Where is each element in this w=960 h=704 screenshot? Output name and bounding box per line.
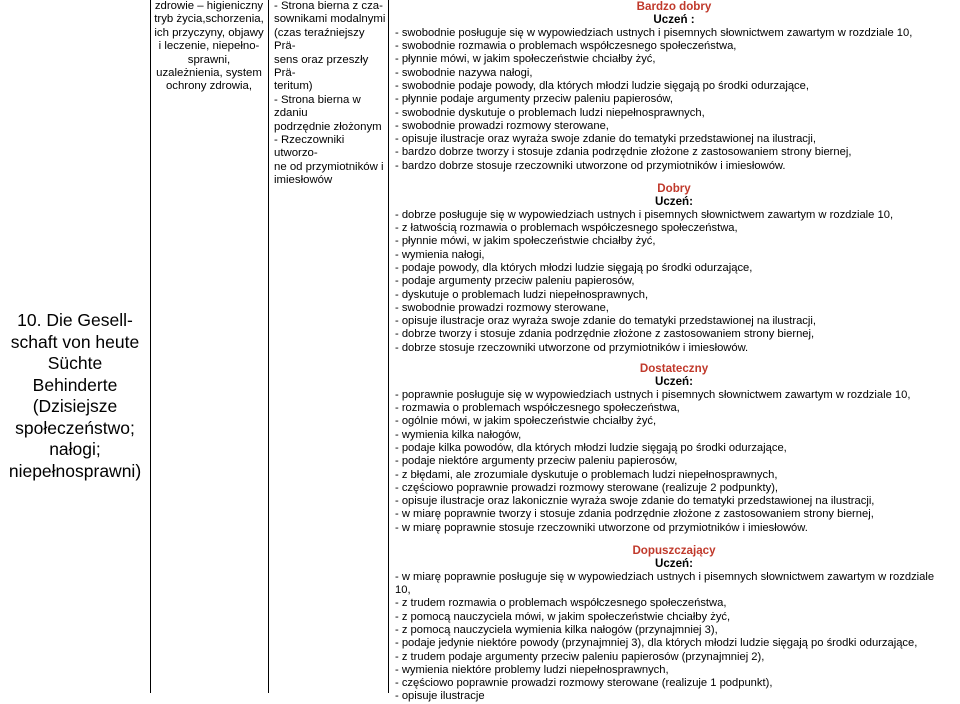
criterion-item: - częściowo poprawnie prowadzi rozmowy sterowane (realizuje 1 podpunkt), — [395, 677, 773, 690]
topic-cell — [0, 0, 150, 693]
criterion-item: - swobodnie dyskutuje o problemach ludzi niepełnosprawnych, — [395, 106, 705, 119]
topic-line: schaft von heute — [10, 331, 140, 352]
criterion-item: - bardzo dobrze stosuje rzeczowniki utworzone od przymiotników i imiesłowów. — [395, 159, 786, 172]
criterion-item: - dobrze tworzy i stosuje zdania podrzędnie złożone z zastosowaniem strony biernej, — [395, 328, 815, 341]
grade-name: Bardzo dobry — [636, 0, 712, 13]
criteria-list — [388, 27, 960, 173]
criterion-item: - wymienia niektóre problemy ludzi niepełnosprawnych, — [395, 663, 669, 676]
criterion-item: - podaje jedynie niektóre powody (przynajmniej 3), dla których młodzi ludzie sięgają po środki odurzające, — [395, 637, 918, 650]
criterion-item: - z łatwością rozmawia o problemach współczesnego społeczeństwa, — [395, 222, 738, 235]
criterion-item: - w miarę poprawnie posługuje się w wypowiedziach ustnych i pisemnych słownictwem zawartym w rozdziale 10, — [395, 570, 935, 597]
criterion-item: - poprawnie posługuje się w wypowiedziach ustnych i pisemnych słownictwem zawartym w rozdziale 10, — [395, 388, 911, 401]
topic-line: nałogi; — [49, 439, 101, 459]
criterion-item: - swobodnie prowadzi rozmowy sterowane, — [395, 119, 609, 132]
grade-dopuszczajacy — [388, 544, 960, 704]
column-divider — [150, 0, 151, 693]
criterion-item: - opisuje ilustracje oraz wyraża swoje zdanie do tematyki przedstawionej na ilustracji, — [395, 133, 816, 146]
grade-name: Dostateczny — [639, 362, 709, 375]
topic-line: Behinderte — [32, 374, 118, 395]
grade-dostateczny — [388, 362, 960, 535]
criterion-item: - płynnie podaje argumenty przeciw paleniu papierosów, — [395, 93, 673, 106]
criteria-list — [388, 209, 960, 355]
criterion-item: - w miarę poprawnie stosuje rzeczowniki utworzone od przymiotników i imiesłowów. — [395, 521, 808, 534]
criterion-item: - swobodnie rozmawia o problemach współczesnego społeczeństwa, — [395, 40, 737, 53]
criteria-list — [388, 389, 960, 535]
criterion-item: - swobodnie nazywa nałogi, — [395, 66, 533, 79]
student-label: Uczeń : — [653, 13, 695, 27]
criterion-item: - opisuje ilustracje — [395, 690, 485, 703]
student-label: Uczeń: — [654, 195, 693, 209]
topic-title — [4, 310, 146, 482]
criterion-item: - dobrze posługuje się w wypowiedziach ustnych i pisemnych słownictwem zawartym w rozdziale 10, — [395, 208, 894, 221]
criterion-item: - rozmawia o problemach współczesnego społeczeństwa, — [395, 402, 680, 415]
criterion-item: - płynnie mówi, w jakim społeczeństwie chciałby żyć, — [395, 235, 656, 248]
grade-bardzo-dobry — [388, 0, 960, 173]
criterion-item: - podaje argumenty przeciw paleniu papierosów, — [395, 275, 635, 288]
criterion-item: - swobodnie posługuje się w wypowiedziach ustnych i pisemnych słownictwem zawartym w rozdziale 10, — [395, 26, 913, 39]
criterion-item: - wymienia kilka nałogów, — [395, 428, 522, 441]
criterion-item: - swobodnie prowadzi rozmowy sterowane, — [395, 301, 609, 314]
criterion-item: - podaje niektóre argumenty przeciw paleniu papierosów, — [395, 455, 678, 468]
topic-line: (Dzisiejsze — [32, 396, 118, 416]
criterion-item: - w miarę poprawnie tworzy i stosuje zdania podrzędnie złożone z zastosowaniem strony biernej, — [395, 508, 874, 521]
requirements-cell — [388, 0, 960, 703]
criterion-item: - ogólnie mówi, w jakim społeczeństwie chciałby żyć, — [395, 415, 657, 428]
criteria-list — [388, 571, 960, 704]
criterion-item: - opisuje ilustracje oraz wyraża swoje zdanie do tematyki przedstawionej na ilustracji, — [395, 315, 816, 328]
criterion-item: - częściowo poprawnie prowadzi rozmowy sterowane (realizuje 2 podpunkty), — [395, 481, 779, 494]
criterion-item: - z trudem podaje argumenty przeciw paleniu papierosów (przynajmniej 2), — [395, 650, 765, 663]
topic-line: Süchte — [47, 353, 103, 373]
topic-line: społeczeństwo; — [15, 417, 135, 438]
criterion-item: - z pomocą nauczyciela wymienia kilka nałogów (przynajmniej 3), — [395, 624, 718, 636]
student-label: Uczeń: — [654, 557, 693, 571]
grade-dobry — [388, 182, 960, 355]
column-divider — [268, 0, 269, 693]
student-label: Uczeń: — [654, 375, 693, 389]
topic-line: niepełnosprawni) — [8, 460, 142, 481]
criterion-item: - podaje powody, dla których młodzi ludzie sięgają po środki odurzające, — [395, 262, 753, 274]
topic-line: 10. Die Gesell- — [17, 310, 133, 330]
criterion-item: - dobrze stosuje rzeczowniki utworzone od przymiotników i imiesłowów. — [395, 341, 749, 354]
criterion-item: - z trudem rozmawia o problemach współczesnego społeczeństwa, — [395, 597, 727, 610]
criterion-item: - swobodnie podaje powody, dla których młodzi ludzie sięgają po środki odurzające, — [395, 80, 809, 92]
criterion-item: - z błędami, ale zrozumiale dyskutuje o problemach ludzi niepełnosprawnych, — [395, 468, 778, 481]
criterion-item: - podaje kilka powodów, dla których młodzi ludzie sięgają po środki odurzające, — [395, 442, 787, 454]
grade-name: Dopuszczający — [632, 544, 716, 557]
grammar-text: - Strona bierna z cza- sownikami modalnymi (czas teraźniejszy Prä- sens oraz przeszły Prä- teritum) - Strona bierna w zdaniu podrzędnie złożonym - Rzeczowniki utworzo- ne od przymiotników i imiesłowów — [274, 0, 386, 187]
criterion-item: - bardzo dobrze tworzy i stosuje zdania podrzędnie złożone z zastosowaniem strony biernej, — [395, 146, 852, 159]
vocabulary-text: zdrowie – higieniczny tryb życia,schorzenia, ich przyczyny, objawy i leczenie, niepełno- sprawni, uzależnienia, system ochrony zdrowia, — [154, 0, 264, 93]
criterion-item: - dyskutuje o problemach ludzi niepełnosprawnych, — [395, 288, 649, 301]
criterion-item: - z pomocą nauczyciela mówi, w jakim społeczeństwie chciałby żyć, — [395, 610, 731, 623]
criterion-item: - opisuje ilustracje oraz lakonicznie wyraża swoje zdanie do tematyki przedstawionej na ilustracji, — [395, 495, 875, 508]
grade-name: Dobry — [657, 182, 691, 195]
criterion-item: - płynnie mówi, w jakim społeczeństwie chciałby żyć, — [395, 53, 656, 66]
criterion-item: - wymienia nałogi, — [395, 248, 485, 261]
